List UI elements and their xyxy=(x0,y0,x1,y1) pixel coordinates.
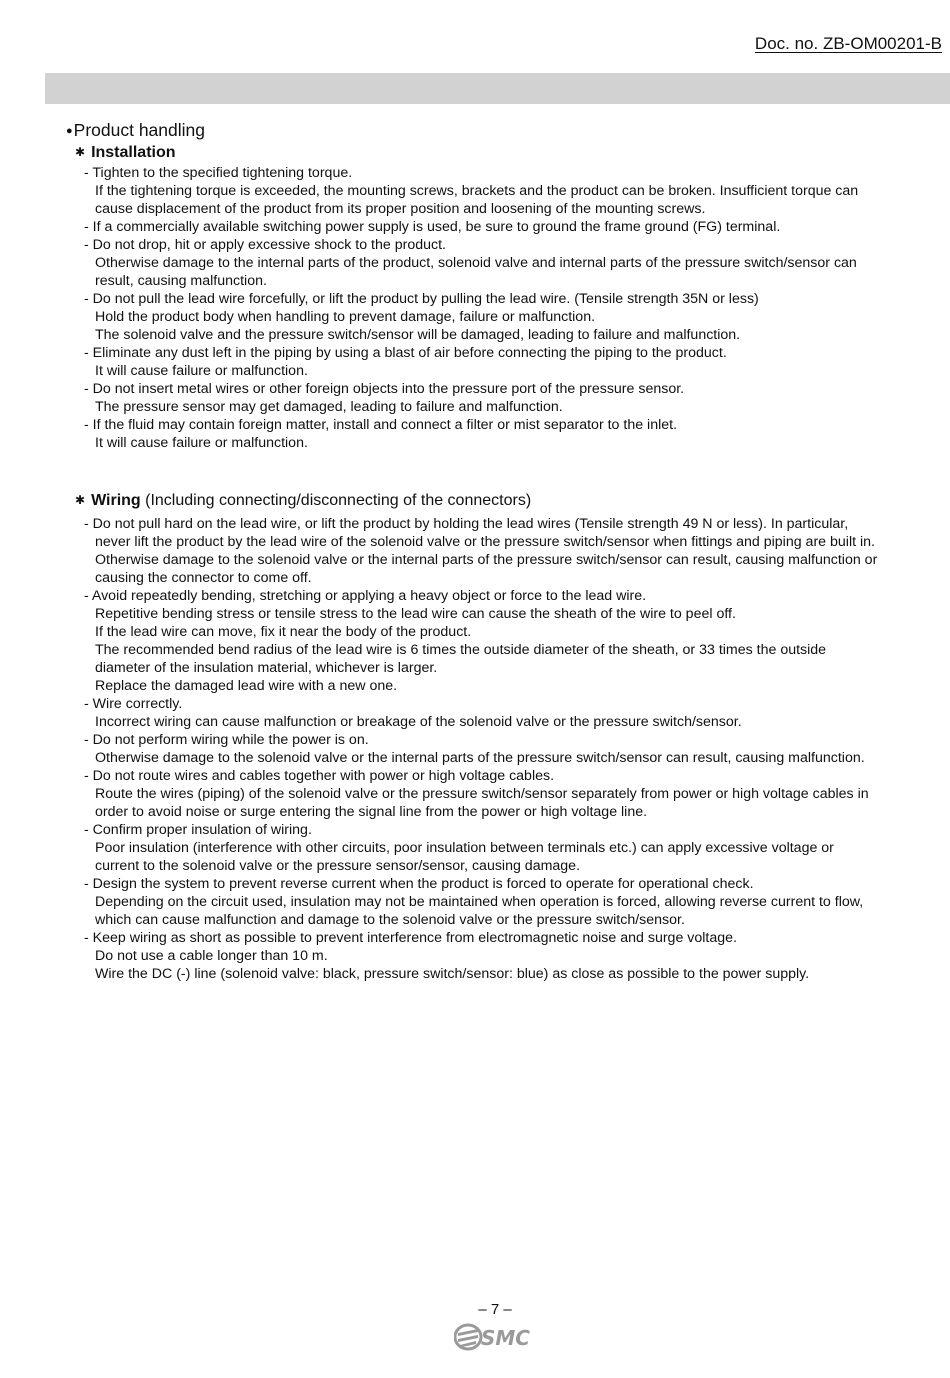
svg-text:SMC: SMC xyxy=(481,1326,530,1350)
list-line: If the lead wire can move, fix it near the body of the product. xyxy=(95,624,472,640)
list-line: It will cause failure or malfunction. xyxy=(95,363,308,379)
installation-heading xyxy=(75,144,176,162)
list-line: - Do not drop, hit or apply excessive shock to the product. xyxy=(84,237,446,253)
list-line: result, causing malfunction. xyxy=(95,273,267,289)
list-line: - Do not route wires and cables together with power or high voltage cables. xyxy=(84,768,555,784)
wiring-heading xyxy=(75,492,531,510)
list-line: Hold the product body when handling to prevent damage, failure or malfunction. xyxy=(95,309,596,325)
list-line: It will cause failure or malfunction. xyxy=(95,435,308,451)
bullet-icon: ● xyxy=(66,125,73,137)
section-heading xyxy=(66,120,205,141)
list-line: - Design the system to prevent reverse current when the product is forced to operate for operational check. xyxy=(84,876,754,892)
list-line: diameter of the insulation material, whichever is larger. xyxy=(95,660,438,676)
list-line: The solenoid valve and the pressure switch/sensor will be damaged, leading to failure and malfunction. xyxy=(95,327,741,343)
section-title: Product handling xyxy=(73,120,206,140)
doc-number: Doc. no. ZB-OM00201-B xyxy=(754,34,942,53)
list-line: - Confirm proper insulation of wiring. xyxy=(84,822,312,838)
page-number: – 7 – xyxy=(478,1301,512,1318)
wiring-subtitle: (Including connecting/disconnecting of the connectors) xyxy=(140,492,532,509)
list-line: Wire the DC (-) line (solenoid valve: black, pressure switch/sensor: blue) as close as possible to the power supply. xyxy=(95,966,810,982)
list-line: - Do not pull the lead wire forcefully, or lift the product by pulling the lead wire. (Tensile strength 35N or less) xyxy=(84,291,759,307)
header-bar xyxy=(45,73,950,104)
list-line: - Do not perform wiring while the power is on. xyxy=(84,732,369,748)
list-line: causing the connector to come off. xyxy=(95,570,312,586)
list-line: order to avoid noise or surge entering the signal line from the power or high voltage line. xyxy=(95,804,648,820)
list-line: Poor insulation (interference with other circuits, poor insulation between terminals etc.) can apply excessive voltage or xyxy=(95,840,834,856)
list-line: - Avoid repeatedly bending, stretching or applying a heavy object or force to the lead wire. xyxy=(84,588,647,604)
list-line: - Wire correctly. xyxy=(84,696,183,712)
list-line: If the tightening torque is exceeded, the mounting screws, brackets and the product can be broken. Insufficient torque can xyxy=(95,183,859,199)
list-line: - Tighten to the specified tightening torque. xyxy=(84,165,353,181)
list-line: which can cause malfunction and damage to the solenoid valve or the pressure switch/sensor. xyxy=(95,912,685,928)
list-line: cause displacement of the product from its proper position and loosening of the mounting screws. xyxy=(95,201,706,217)
list-line: current to the solenoid valve or the pressure sensor/sensor, causing damage. xyxy=(95,858,581,874)
list-line: never lift the product by the lead wire of the solenoid valve or the pressure switch/sensor when fittings and piping are built in. xyxy=(95,534,875,550)
list-line: Otherwise damage to the solenoid valve or the internal parts of the pressure switch/sensor can result, causing malfunction. xyxy=(95,750,865,766)
wiring-title: Wiring xyxy=(91,492,141,509)
list-line: - Do not insert metal wires or other foreign objects into the pressure port of the pressure sensor. xyxy=(84,381,685,397)
list-line: Repetitive bending stress or tensile stress to the lead wire can cause the sheath of the wire to peel off. xyxy=(95,606,736,622)
list-line: The recommended bend radius of the lead wire is 6 times the outside diameter of the sheath, or 33 times the outside xyxy=(95,642,827,658)
list-line: Route the wires (piping) of the solenoid valve or the pressure switch/sensor separately from power or high voltage cables in xyxy=(95,786,869,802)
list-line: - Do not pull hard on the lead wire, or lift the product by holding the lead wires (Tensile strength 49 N or less). In particular, xyxy=(84,516,849,532)
list-line: Otherwise damage to the internal parts of the product, solenoid valve and internal parts of the pressure switch/sensor can xyxy=(95,255,857,271)
asterisk-icon: ✱ xyxy=(75,145,86,159)
list-line: - Keep wiring as short as possible to prevent interference from electromagnetic noise and surge voltage. xyxy=(84,930,737,946)
smc-logo xyxy=(454,1323,538,1351)
list-line: Do not use a cable longer than 10 m. xyxy=(95,948,328,964)
list-line: Otherwise damage to the solenoid valve or the internal parts of the pressure switch/sensor can result, causing malfunction or xyxy=(95,552,878,568)
list-line: - If a commercially available switching power supply is used, be sure to ground the frame ground (FG) terminal. xyxy=(84,219,781,235)
list-line: - If the fluid may contain foreign matter, install and connect a filter or mist separator to the inlet. xyxy=(84,417,678,433)
list-line: The pressure sensor may get damaged, leading to failure and malfunction. xyxy=(95,399,563,415)
list-line: Incorrect wiring can cause malfunction or breakage of the solenoid valve or the pressure switch/sensor. xyxy=(95,714,742,730)
installation-title: Installation xyxy=(91,144,176,161)
list-line: - Eliminate any dust left in the piping by using a blast of air before connecting the piping to the product. xyxy=(84,345,727,361)
list-line: Replace the damaged lead wire with a new one. xyxy=(95,678,398,694)
asterisk-icon: ✱ xyxy=(75,493,86,507)
list-line: Depending on the circuit used, insulation may not be maintained when operation is forced, allowing reverse current to flow, xyxy=(95,894,864,910)
